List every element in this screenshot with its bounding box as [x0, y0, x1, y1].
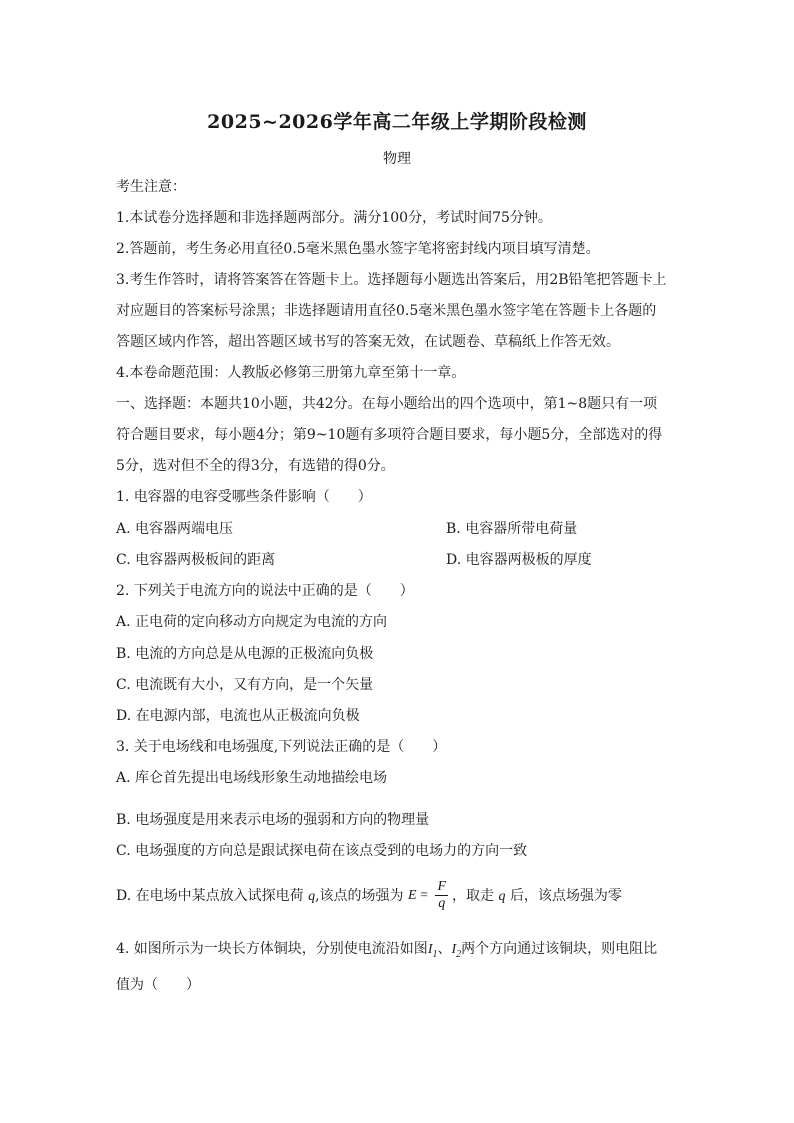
formula-numerator: F: [437, 879, 447, 895]
notice-item-3-cont-2: 答题区域内作答，超出答题区域书写的答案无效，在试题卷、草稿纸上作答无效。: [116, 334, 620, 350]
q2-option-a: A. 正电荷的定向移动方向规定为电流的方向: [116, 614, 388, 630]
q2-option-d: D. 在电源内部，电流也从正极流向负极: [116, 708, 360, 724]
q3-option-c: C. 电场强度的方向总是跟试探电荷在该点受到的电场力的方向一致: [116, 843, 528, 859]
q3-option-a: A. 库仑首先提出电场线形象生动地描绘电场: [116, 770, 388, 786]
q4-i1-subscript: 1: [432, 948, 438, 960]
q4-current-i2: [451, 942, 462, 960]
q3-option-d-text-1: D. 在电场中某点放入试探电荷: [116, 888, 304, 904]
q4-stem-text-2: 两个方向通过该铜块，则电阻比: [461, 941, 658, 957]
q1-option-d: D. 电容器两极板的厚度: [446, 552, 592, 568]
q2-option-c: C. 电流既有大小，又有方向，是一个矢量: [116, 677, 374, 693]
q3-option-d-q-symbol-2: q: [498, 889, 506, 904]
q3-option-d: [116, 876, 622, 917]
field-strength-formula: [408, 876, 452, 916]
formula-e: E: [408, 888, 417, 903]
formula-fraction: [435, 879, 448, 912]
q1-option-b: B. 电容器所带电荷量: [446, 521, 578, 537]
q1-option-c: C. 电容器两极板间的距离: [116, 552, 276, 568]
section1-instructions-2: 符合题目要求，每小题4分；第9~10题有多项符合题目要求，每小题5分，全部选对的得: [116, 427, 663, 443]
q4-stem-line-2: 值为（ ）: [116, 977, 200, 993]
q3-option-d-q-symbol: q: [308, 889, 316, 904]
formula-equals: =: [420, 888, 428, 903]
q4-i2-symbol: I: [451, 942, 457, 957]
notice-heading: 考生注意：: [116, 179, 186, 195]
notice-item-3-cont-1: 对应题目的答案标号涂黑；非选择题请用直径0.5毫米黑色墨水签字笔在答题卡上各题的: [116, 303, 657, 319]
section1-instructions-1: 一、选择题：本题共10小题，共42分。在每小题给出的四个选项中，第1~8题只有一项: [116, 396, 658, 412]
q1-stem: 1. 电容器的电容受哪些条件影响（ ）: [116, 489, 372, 505]
section1-instructions-3: 5分，选对但不全的得3分，有选错的得0分。: [116, 458, 395, 474]
q3-option-d-text-4: 后，该点场强为零: [509, 888, 622, 904]
q2-option-b: B. 电流的方向总是从电源的正极流向负极: [116, 646, 374, 662]
q4-stem-text-1: 4. 如图所示为一块长方体铜块，分别使电流沿如图: [116, 941, 428, 957]
q1-option-a: A. 电容器两端电压: [116, 521, 234, 537]
formula-denominator: q: [438, 896, 446, 912]
subject-title: 物理: [383, 151, 411, 167]
q4-stem: [116, 940, 657, 964]
q3-option-b: B. 电场强度是用来表示电场的强弱和方向的物理量: [116, 812, 430, 828]
notice-item-1: 1.本试卷分选择题和非选择题两部分。满分100分，考试时间75分钟。: [116, 210, 552, 226]
q3-option-d-text-3: ，取走: [452, 888, 495, 904]
q4-i2-subscript: 2: [456, 948, 462, 960]
q4-separator: 、: [437, 941, 452, 957]
q2-stem: 2. 下列关于电流方向的说法中正确的是（ ）: [116, 583, 414, 599]
q4-i1-symbol: I: [427, 942, 433, 957]
exam-title: 2025~2026学年高二年级上学期阶段检测: [207, 111, 587, 133]
notice-item-3: 3.考生作答时，请将答案答在答题卡上。选择题每小题选出答案后，用2B铅笔把答题卡上: [116, 272, 667, 288]
q3-stem: 3. 关于电场线和电场强度,下列说法正确的是（ ）: [116, 739, 447, 755]
notice-item-4: 4.本卷命题范围：人教版必修第三册第九章至第十一章。: [116, 365, 466, 381]
q3-option-d-text-2: ,该点的场强为: [315, 888, 404, 904]
notice-item-2: 2.答题前，考生务必用直径0.5毫米黑色墨水签字笔将密封线内项目填写清楚。: [116, 241, 600, 257]
